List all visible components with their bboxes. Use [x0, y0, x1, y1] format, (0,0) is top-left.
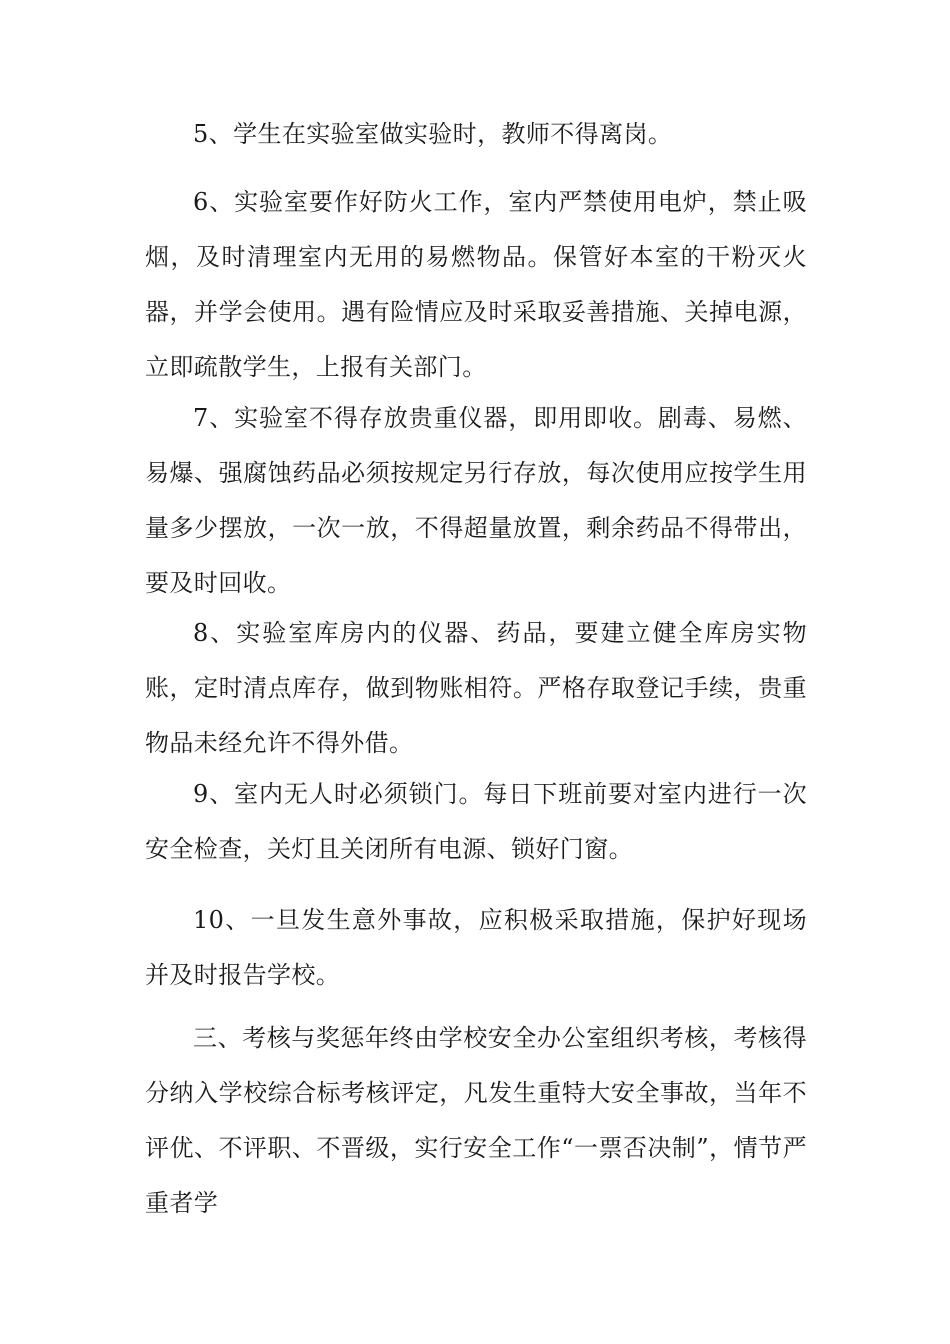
paragraph-rule-6: 6、实验室要作好防火工作，室内严禁使用电炉，禁止吸烟，及时清理室内无用的易燃物品。保管好本室的干粉灭火器，并学会使用。遇有险情应及时采取妥善措施、关掉电源，立即疏散学生，上报有关部门。 [145, 188, 807, 381]
paragraph-rule-8: 8、实验室库房内的仪器、药品，要建立健全库房实物账，定时清点库存，做到物账相符。严格存取登记手续，贵重物品未经允许不得外借。 [145, 619, 807, 757]
paragraph-section-3-assessment: 三、考核与奖惩年终由学校安全办公室组织考核，考核得分纳入学校综合标考核评定，凡发生重特大安全事故，当年不评优、不评职、不晋级，实行安全工作“一票否决制”，情节严重者学 [145, 1024, 807, 1217]
paragraph-rule-7: 7、实验室不得存放贵重仪器，即用即收。剧毒、易燃、易爆、强腐蚀药品必须按规定另行存放，每次使用应按学生用量多少摆放，一次一放，不得超量放置，剩余药品不得带出，要及时回收。 [145, 404, 807, 597]
paragraph-rule-10: 10、一旦发生意外事故，应积极采取措施，保护好现场并及时报告学校。 [145, 906, 807, 989]
paragraph-rule-9: 9、室内无人时必须锁门。每日下班前要对室内进行一次安全检查，关灯且关闭所有电源、锁好门窗。 [145, 780, 807, 863]
paragraph-rule-5: 5、学生在实验室做实验时，教师不得离岗。 [193, 120, 673, 148]
